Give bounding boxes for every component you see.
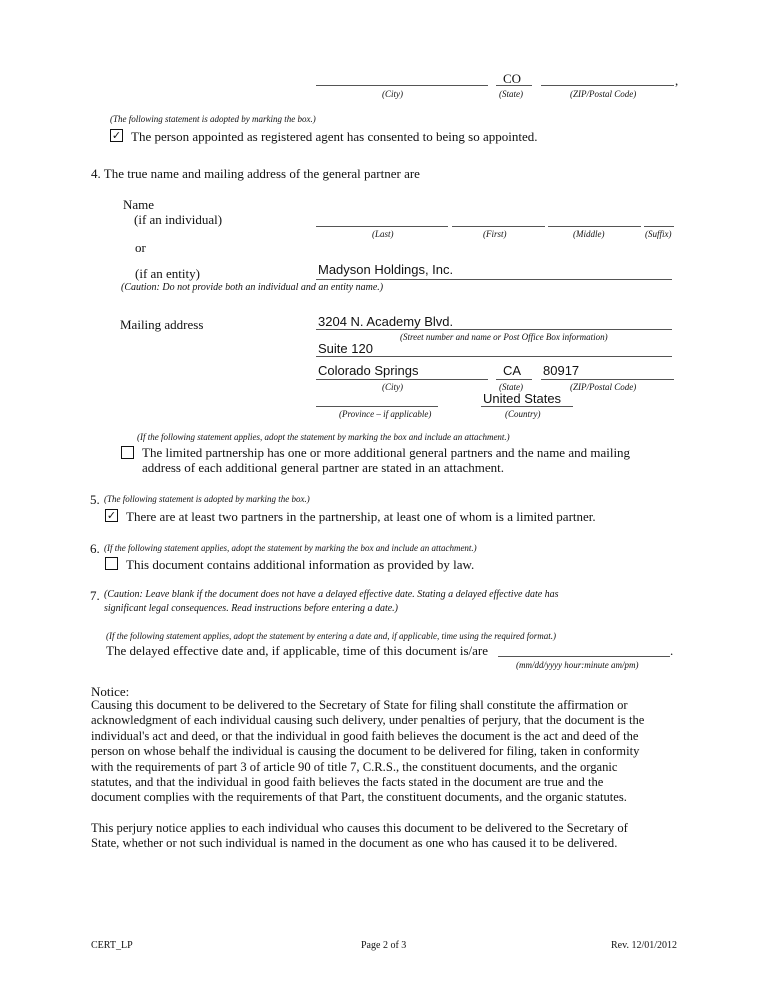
- city-label: (City): [382, 89, 403, 99]
- section7-caution-1: (Caution: Leave blank if the document does not have a delayed effective date. Stating a delayed effective date has: [104, 589, 559, 600]
- additional-partners-text-2: address of each additional general partner are stated in an attachment.: [142, 460, 505, 475]
- revision-date: Rev. 12/01/2012: [611, 940, 678, 951]
- checkmark-icon: ✓: [106, 509, 117, 522]
- street-line: [316, 329, 672, 330]
- entity-caution: (Caution: Do not provide both an individual and an entity name.): [121, 282, 384, 293]
- street2-value[interactable]: Suite 120: [318, 341, 373, 356]
- middle-name-field[interactable]: [548, 226, 641, 227]
- notice-line: Causing this document to be delivered to the Secretary of State for filing shall constitute the affirmation or: [91, 698, 628, 712]
- section7-note: (If the following statement applies, adopt the statement by entering a date and, if applicable, time using the required format.): [106, 631, 557, 641]
- section6-note: (If the following statement applies, adopt the statement by marking the box and include an attachment.): [104, 543, 477, 553]
- entity-name-field: [316, 279, 672, 280]
- province-label: (Province – if applicable): [339, 409, 432, 419]
- suffix-label: (Suffix): [645, 229, 672, 239]
- last-label: (Last): [372, 229, 394, 239]
- perjury-line: This perjury notice applies to each individual who causes this document to be delivered to the Secretary of: [91, 821, 628, 835]
- state-line: [496, 85, 532, 86]
- section5-number: 5.: [90, 492, 100, 507]
- perjury-paragraph: [91, 821, 691, 852]
- notice-line: person on whose behalf the individual is causing the document to be delivered for filing, taken in conformity: [91, 744, 640, 759]
- street-value[interactable]: 3204 N. Academy Blvd.: [318, 314, 454, 329]
- agent-consent-note: (The following statement is adopted by marking the box.): [110, 114, 316, 124]
- street2-line: [316, 356, 672, 357]
- page-number: Page 2 of 3: [361, 940, 407, 951]
- notice-line: document complies with the requirements of that Part, the constituent documents, and the organic statutes.: [91, 790, 627, 805]
- street-label: (Street number and name or Post Office Box information): [400, 332, 608, 342]
- country-label: (Country): [505, 409, 541, 419]
- zip-label-2: (ZIP/Postal Code): [570, 382, 637, 392]
- date-format-label: (mm/dd/yyyy hour:minute am/pm): [516, 660, 639, 670]
- first-label: (First): [483, 229, 507, 239]
- or-label: or: [135, 240, 146, 255]
- perjury-line: State, whether or not such individual is named in the document as one who has caused it to be delivered.: [91, 836, 618, 851]
- notice-line: statutes, and that the individual in good faith believes the facts stated in the document are true and the: [91, 775, 604, 790]
- additional-partners-note: (If the following statement applies, adopt the statement by marking the box and include an attachment.): [137, 432, 510, 442]
- name-label: Name: [123, 197, 155, 212]
- section5-text: There are at least two partners in the partnership, at least one of whom is a limited partner.: [126, 509, 596, 524]
- state-line-2: [496, 379, 532, 380]
- zip-value[interactable]: 80917: [543, 363, 580, 378]
- state-value-2[interactable]: CA: [503, 363, 522, 378]
- zip-line-2: [541, 379, 674, 380]
- checkmark-icon: ✓: [111, 129, 122, 142]
- notice-line: with the requirements of part 3 of article 90 of title 7, C.R.S., the constituent documents, and the organic: [91, 759, 618, 774]
- state-label: (State): [499, 89, 523, 99]
- city-value[interactable]: Colorado Springs: [318, 363, 419, 378]
- if-individual-label: (if an individual): [134, 212, 223, 227]
- additional-partners-text-1: The limited partnership has one or more additional general partners and the name and mailing: [142, 445, 631, 460]
- last-name-field[interactable]: [316, 226, 448, 227]
- mailing-address-label: Mailing address: [120, 317, 204, 332]
- notice-title: Notice:: [91, 684, 130, 699]
- section7-number: 7.: [90, 588, 100, 603]
- city-label-2: (City): [382, 382, 403, 392]
- city-line-2: [316, 379, 488, 380]
- first-name-field[interactable]: [452, 226, 545, 227]
- section4-heading: 4. The true name and mailing address of the general partner are: [91, 166, 420, 181]
- zip-line[interactable]: [541, 85, 674, 86]
- country-line: [481, 406, 573, 407]
- notice-line: individual's act and deed, or that the individual in good faith believes the document is the act and deed of the: [91, 728, 639, 743]
- notice-line: acknowledgment of each individual causing such delivery, under penalties of perjury, that the document is the: [91, 713, 645, 728]
- notice-paragraph: [91, 698, 691, 806]
- section7-caution-2: significant legal consequences. Read instructions before entering a date.): [104, 603, 399, 614]
- agent-consent-checkbox[interactable]: [110, 129, 123, 142]
- country-value[interactable]: United States: [483, 391, 562, 406]
- state-value[interactable]: CO: [503, 71, 522, 86]
- additional-partners-checkbox[interactable]: [121, 446, 134, 459]
- if-entity-label: (if an entity): [135, 266, 200, 281]
- section6-checkbox[interactable]: [105, 557, 118, 570]
- delayed-date-field[interactable]: [498, 656, 670, 657]
- city-line[interactable]: [316, 85, 488, 86]
- middle-label: (Middle): [573, 229, 605, 239]
- province-field[interactable]: [316, 406, 438, 407]
- trailing-comma: ,: [675, 73, 679, 88]
- section5-checkbox[interactable]: [105, 509, 118, 522]
- agent-consent-text: The person appointed as registered agent has consented to being so appointed.: [131, 129, 538, 144]
- form-id: CERT_LP: [91, 940, 133, 951]
- section6-text: This document contains additional information as provided by law.: [126, 557, 475, 572]
- delayed-date-period: .: [670, 643, 674, 658]
- state-label-2: (State): [499, 382, 523, 392]
- section6-number: 6.: [90, 541, 100, 556]
- suffix-field[interactable]: [644, 226, 674, 227]
- entity-name-value[interactable]: Madyson Holdings, Inc.: [318, 262, 454, 277]
- section7-text: The delayed effective date and, if applicable, time of this document is/are: [106, 643, 489, 658]
- section5-note: (The following statement is adopted by marking the box.): [104, 494, 310, 504]
- zip-label: (ZIP/Postal Code): [570, 89, 637, 99]
